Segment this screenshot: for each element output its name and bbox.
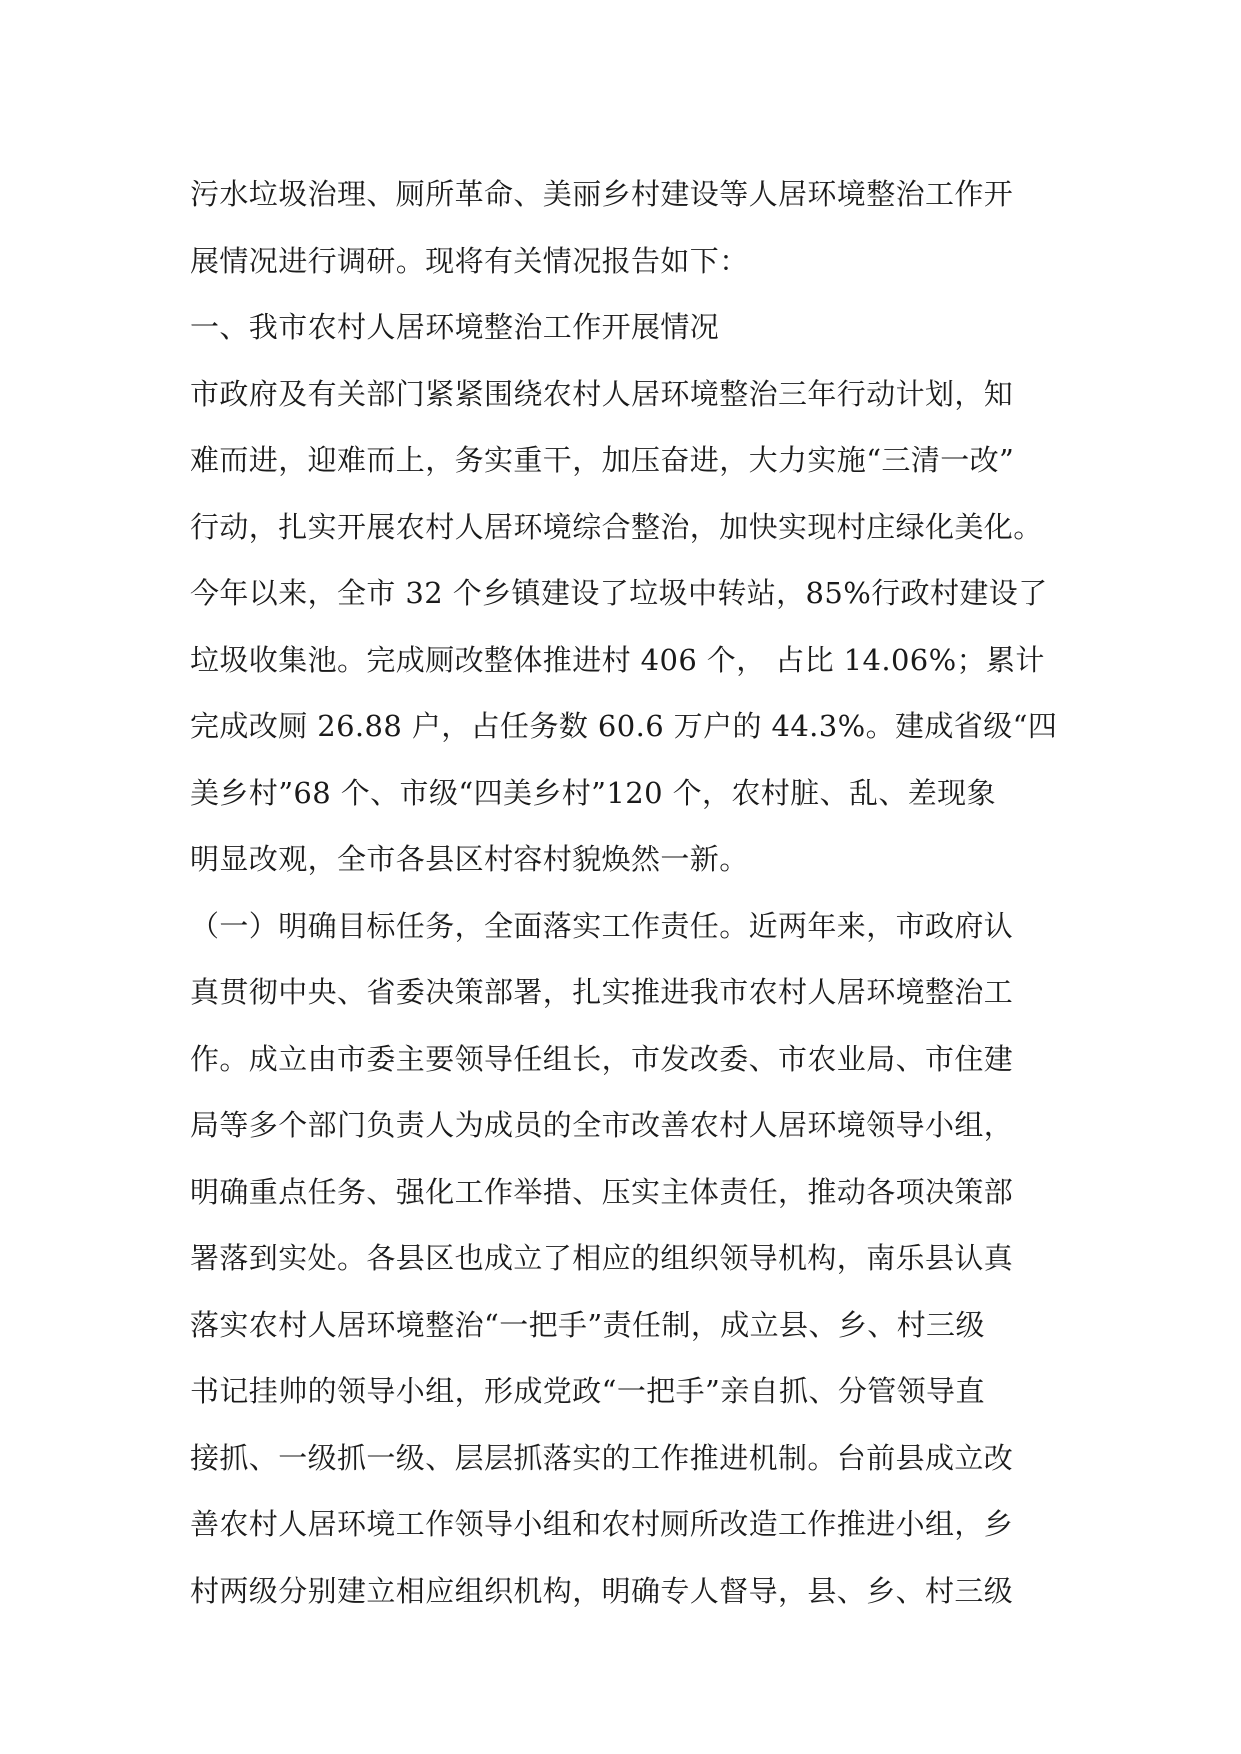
text-line: 完成改厕 26.88 户，占任务数 60.6 万户的 44.3%。建成省级“四 bbox=[190, 709, 1058, 743]
text-line: 善农村人居环境工作领导小组和农村厕所改造工作推进小组，乡 bbox=[190, 1507, 1014, 1541]
text-line: 村两级分别建立相应组织机构，明确专人督导，县、乡、村三级 bbox=[190, 1573, 1014, 1608]
text-line: 今年以来，全市 32 个乡镇建设了垃圾中转站，85%行政村建设了 bbox=[190, 576, 1048, 610]
text-line: 明确重点任务、强化工作举措、压实主体责任，推动各项决策部 bbox=[190, 1174, 1014, 1209]
text-line: 书记挂帅的领导小组，形成党政“一把手”亲自抓、分管领导直 bbox=[190, 1374, 985, 1408]
text-line: 接抓、一级抓一级、层层抓落实的工作推进机制。台前县成立改 bbox=[190, 1440, 1014, 1475]
text-line: 美乡村”68 个、市级“四美乡村”120 个，农村脏、乱、差现象 bbox=[190, 775, 996, 810]
body-text bbox=[190, 161, 1060, 1624]
text-line: 垃圾收集池。完成厕改整体推进村 406 个， 占比 14.06%；累计 bbox=[190, 642, 1045, 677]
text-line: 污水垃圾治理、厕所革命、美丽乡村建设等人居环境整治工作开 bbox=[190, 177, 1014, 211]
text-line: 局等多个部门负责人为成员的全市改善农村人居环境领导小组， bbox=[190, 1108, 1014, 1142]
text-line: 难而进，迎难而上，务实重干，加压奋进，大力实施“三清一改” bbox=[190, 443, 1015, 477]
text-line: 行动，扎实开展农村人居环境综合整治，加快实现村庄绿化美化。 bbox=[190, 509, 1043, 544]
text-line: 展情况进行调研。现将有关情况报告如下： bbox=[190, 243, 749, 278]
text-line: 市政府及有关部门紧紧围绕农村人居环境整治三年行动计划，知 bbox=[190, 376, 1014, 411]
subsection-heading: （一）明确目标任务，全面落实工作责任。近两年来，市政府认 bbox=[190, 908, 1014, 943]
section-heading: 一、我市农村人居环境整治工作开展情况 bbox=[190, 310, 720, 344]
text-line: 落实农村人居环境整治“一把手”责任制，成立县、乡、村三级 bbox=[190, 1307, 985, 1342]
text-line: 真贯彻中央、省委决策部署，扎实推进我市农村人居环境整治工 bbox=[190, 975, 1014, 1009]
text-line: 明显改观，全市各县区村容村貌焕然一新。 bbox=[190, 842, 749, 876]
text-line: 署落到实处。各县区也成立了相应的组织领导机构，南乐县认真 bbox=[190, 1241, 1014, 1275]
text-line: 作。成立由市委主要领导任组长，市发改委、市农业局、市住建 bbox=[190, 1041, 1014, 1076]
